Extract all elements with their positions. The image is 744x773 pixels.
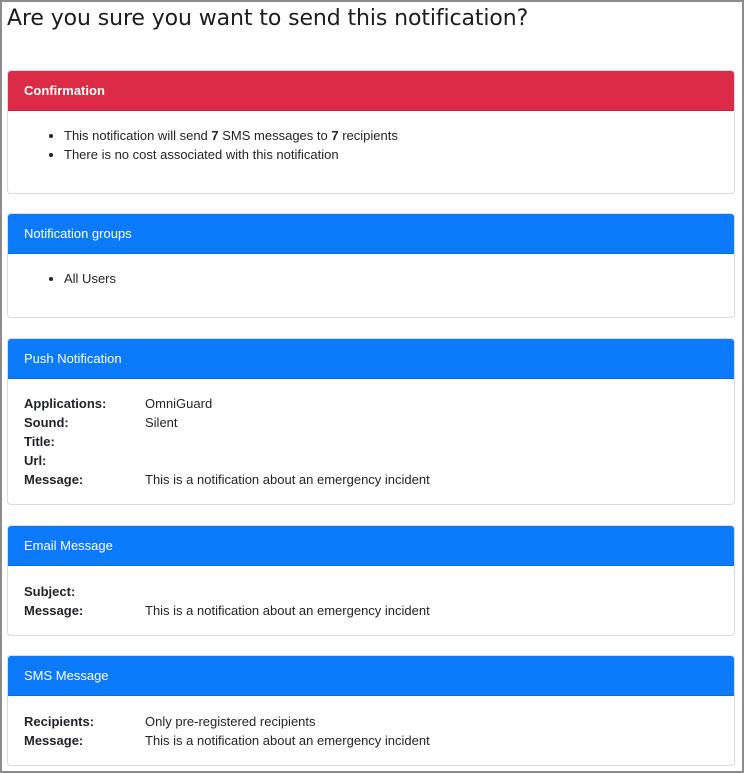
field-label: Url:	[24, 453, 47, 468]
field-label: Sound:	[24, 415, 69, 430]
email-message-header: Email Message	[8, 526, 734, 566]
field-value: OmniGuard	[145, 396, 213, 411]
field-label: Recipients:	[24, 714, 95, 729]
field-label: Message:	[24, 733, 84, 748]
notification-groups-card	[7, 213, 735, 318]
sms-message-header: SMS Message	[8, 656, 734, 696]
field-row-message	[24, 731, 718, 750]
field-value: Only pre-registered recipients	[145, 714, 316, 729]
field-value	[145, 582, 718, 601]
page-title: Are you sure you want to send this notification?	[7, 6, 529, 31]
sms-message-card	[7, 655, 735, 766]
field-row-message	[24, 470, 718, 489]
field-value: Silent	[145, 415, 178, 430]
confirmation-card	[7, 70, 735, 194]
notification-groups-header: Notification groups	[8, 214, 734, 254]
field-value: This is a notification about an emergency incident	[145, 472, 430, 487]
field-row-recipients	[24, 712, 718, 731]
field-value	[145, 432, 718, 451]
cost-note-item: • There is no cost associated with this notification	[64, 145, 718, 164]
email-message-body	[8, 566, 734, 620]
field-label: Applications:	[24, 396, 107, 411]
send-summary-middle: SMS messages to	[218, 128, 332, 143]
field-value: This is a notification about an emergency incident	[145, 603, 430, 618]
send-summary-suffix: recipients	[338, 128, 398, 143]
field-label: Message:	[24, 603, 84, 618]
push-notification-card	[7, 338, 735, 505]
push-notification-header: Push Notification	[8, 339, 734, 379]
group-item: • All Users	[64, 269, 718, 288]
notification-groups-body	[8, 254, 734, 288]
recipient-count: 7	[331, 128, 339, 143]
field-label: Subject:	[24, 584, 76, 599]
field-row-sound	[24, 413, 718, 432]
sms-message-body	[8, 696, 734, 750]
field-value: This is a notification about an emergency incident	[145, 733, 430, 748]
field-row-subject	[24, 582, 718, 601]
field-label: Title:	[24, 434, 55, 449]
field-label: Message:	[24, 472, 84, 487]
confirmation-list	[24, 126, 718, 164]
field-row-applications	[24, 394, 718, 413]
field-value	[145, 451, 718, 470]
push-notification-body	[8, 379, 734, 489]
notification-groups-list	[24, 269, 718, 288]
send-summary-item	[64, 126, 718, 145]
confirmation-header: Confirmation	[8, 71, 734, 111]
field-row-title	[24, 432, 718, 451]
confirmation-body	[8, 111, 734, 164]
sms-count: 7	[211, 128, 219, 143]
field-row-message	[24, 601, 718, 620]
send-summary-prefix: This notification will send	[64, 128, 212, 143]
email-message-card	[7, 525, 735, 636]
field-row-url	[24, 451, 718, 470]
